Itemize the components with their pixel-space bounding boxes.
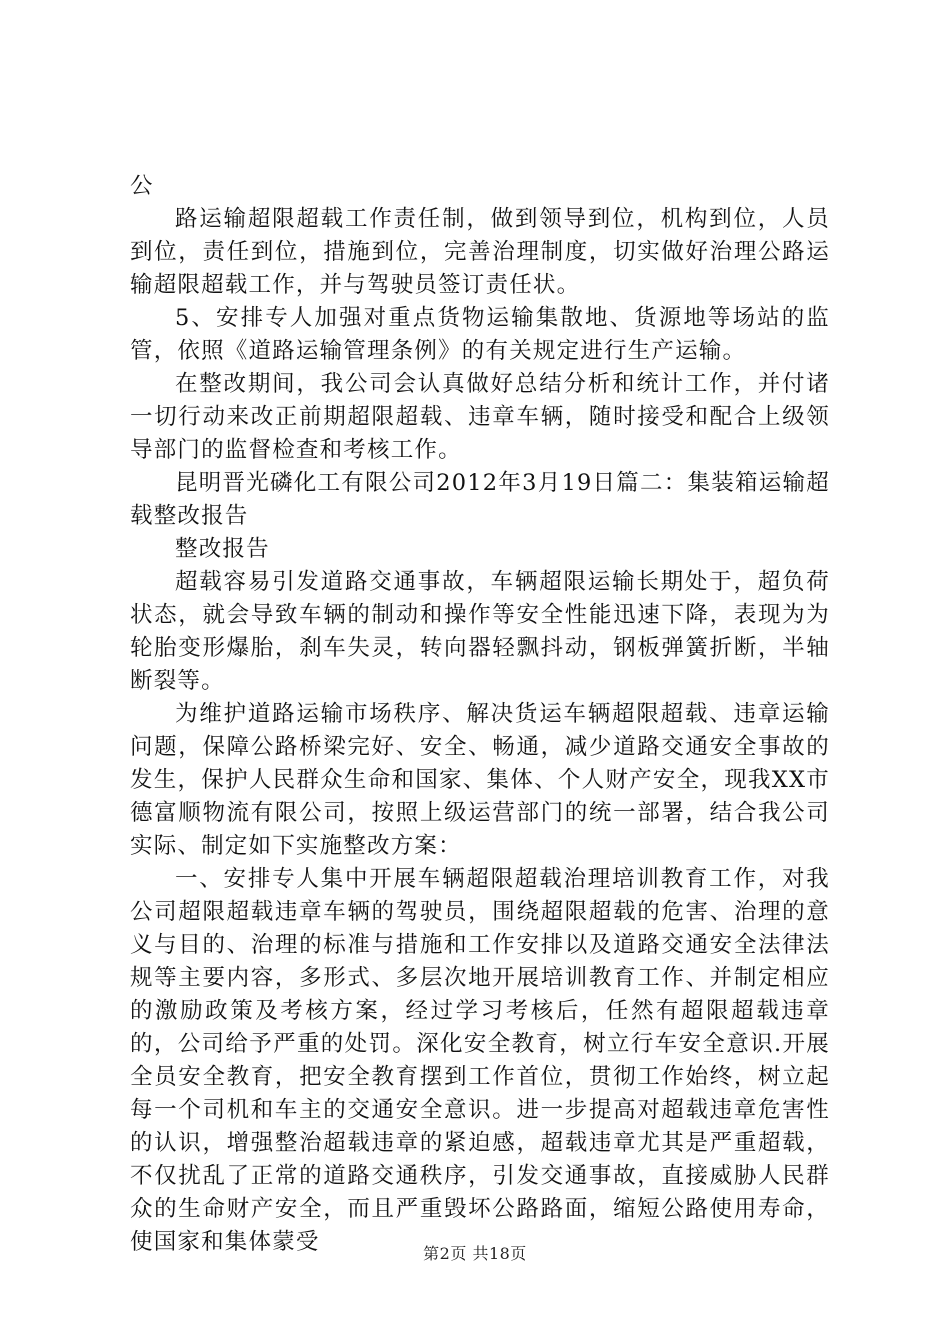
paragraph-fragment: 公: [130, 173, 154, 199]
paragraph: 一、安排专人集中开展车辆超限超载治理培训教育工作，对我公司超限超载违章车辆的驾驶员，围绕超限超载的危害、治理的意义与目的、治理的标准与措施和工作安排以及道路交通安全法律法规等主要内容，多形式、多层次地开展培训教育工作、并制定相应的激励政策及考核方案，经过学习考核后，任然有超限超载违章的，公司给予严重的处罚。深化安全教育，树立行车安全意识.开展全员安全教育，把安全教育摆到工作首位，贯彻工作始终，树立起每一个司机和车主的交通安全意识。进一步提高对超载违章危害性的认识，增强整治超载违章的紧迫感，超载违章尤其是严重超载，不仅扰乱了正常的道路交通秩序，引发交通事故，直接威胁人民群众的生命财产安全，而且严重毁坏公路路面，缩短公路使用寿命，使国家和集体蒙受: [130, 866, 830, 1255]
paragraph: 在整改期间，我公司会认真做好总结分析和统计工作，并付诸一切行动来改正前期超限超载、违章车辆，随时接受和配合上级领导部门的监督检查和考核工作。: [130, 371, 830, 463]
document-body: [130, 170, 830, 1259]
paragraph: 路运输超限超载工作责任制，做到领导到位，机构到位，人员到位，责任到位，措施到位，完善治理制度，切实做好治理公路运输超限超载工作，并与驾驶员签订责任状。: [130, 206, 830, 298]
page-footer: 第2页 共18页: [423, 1244, 527, 1263]
paragraph: 超载容易引发道路交通事故，车辆超限运输长期处于，超负荷状态，就会导致车辆的制动和操作等安全性能迅速下降，表现为为轮胎变形爆胎，刹车失灵，转向器轻飘抖动，钢板弹簧折断，半轴断裂等。: [130, 569, 830, 694]
paragraph: 5、安排专人加强对重点货物运输集散地、货源地等场站的监管，依照《道路运输管理条例》的有关规定进行生产运输。: [130, 305, 830, 364]
section-title: 整改报告: [175, 536, 270, 562]
signature-and-heading: 昆明晋光磷化工有限公司2012年3月19日篇二：集装箱运输超载整改报告: [130, 470, 830, 529]
paragraph: 为维护道路运输市场秩序、解决货运车辆超限超载、违章运输问题，保障公路桥梁完好、安全、畅通，减少道路交通安全事故的发生，保护人民群众生命和国家、集体、个人财产安全，现我XX市德富顺物流有限公司，按照上级运营部门的统一部署，结合我公司实际、制定如下实施整改方案：: [130, 701, 830, 859]
